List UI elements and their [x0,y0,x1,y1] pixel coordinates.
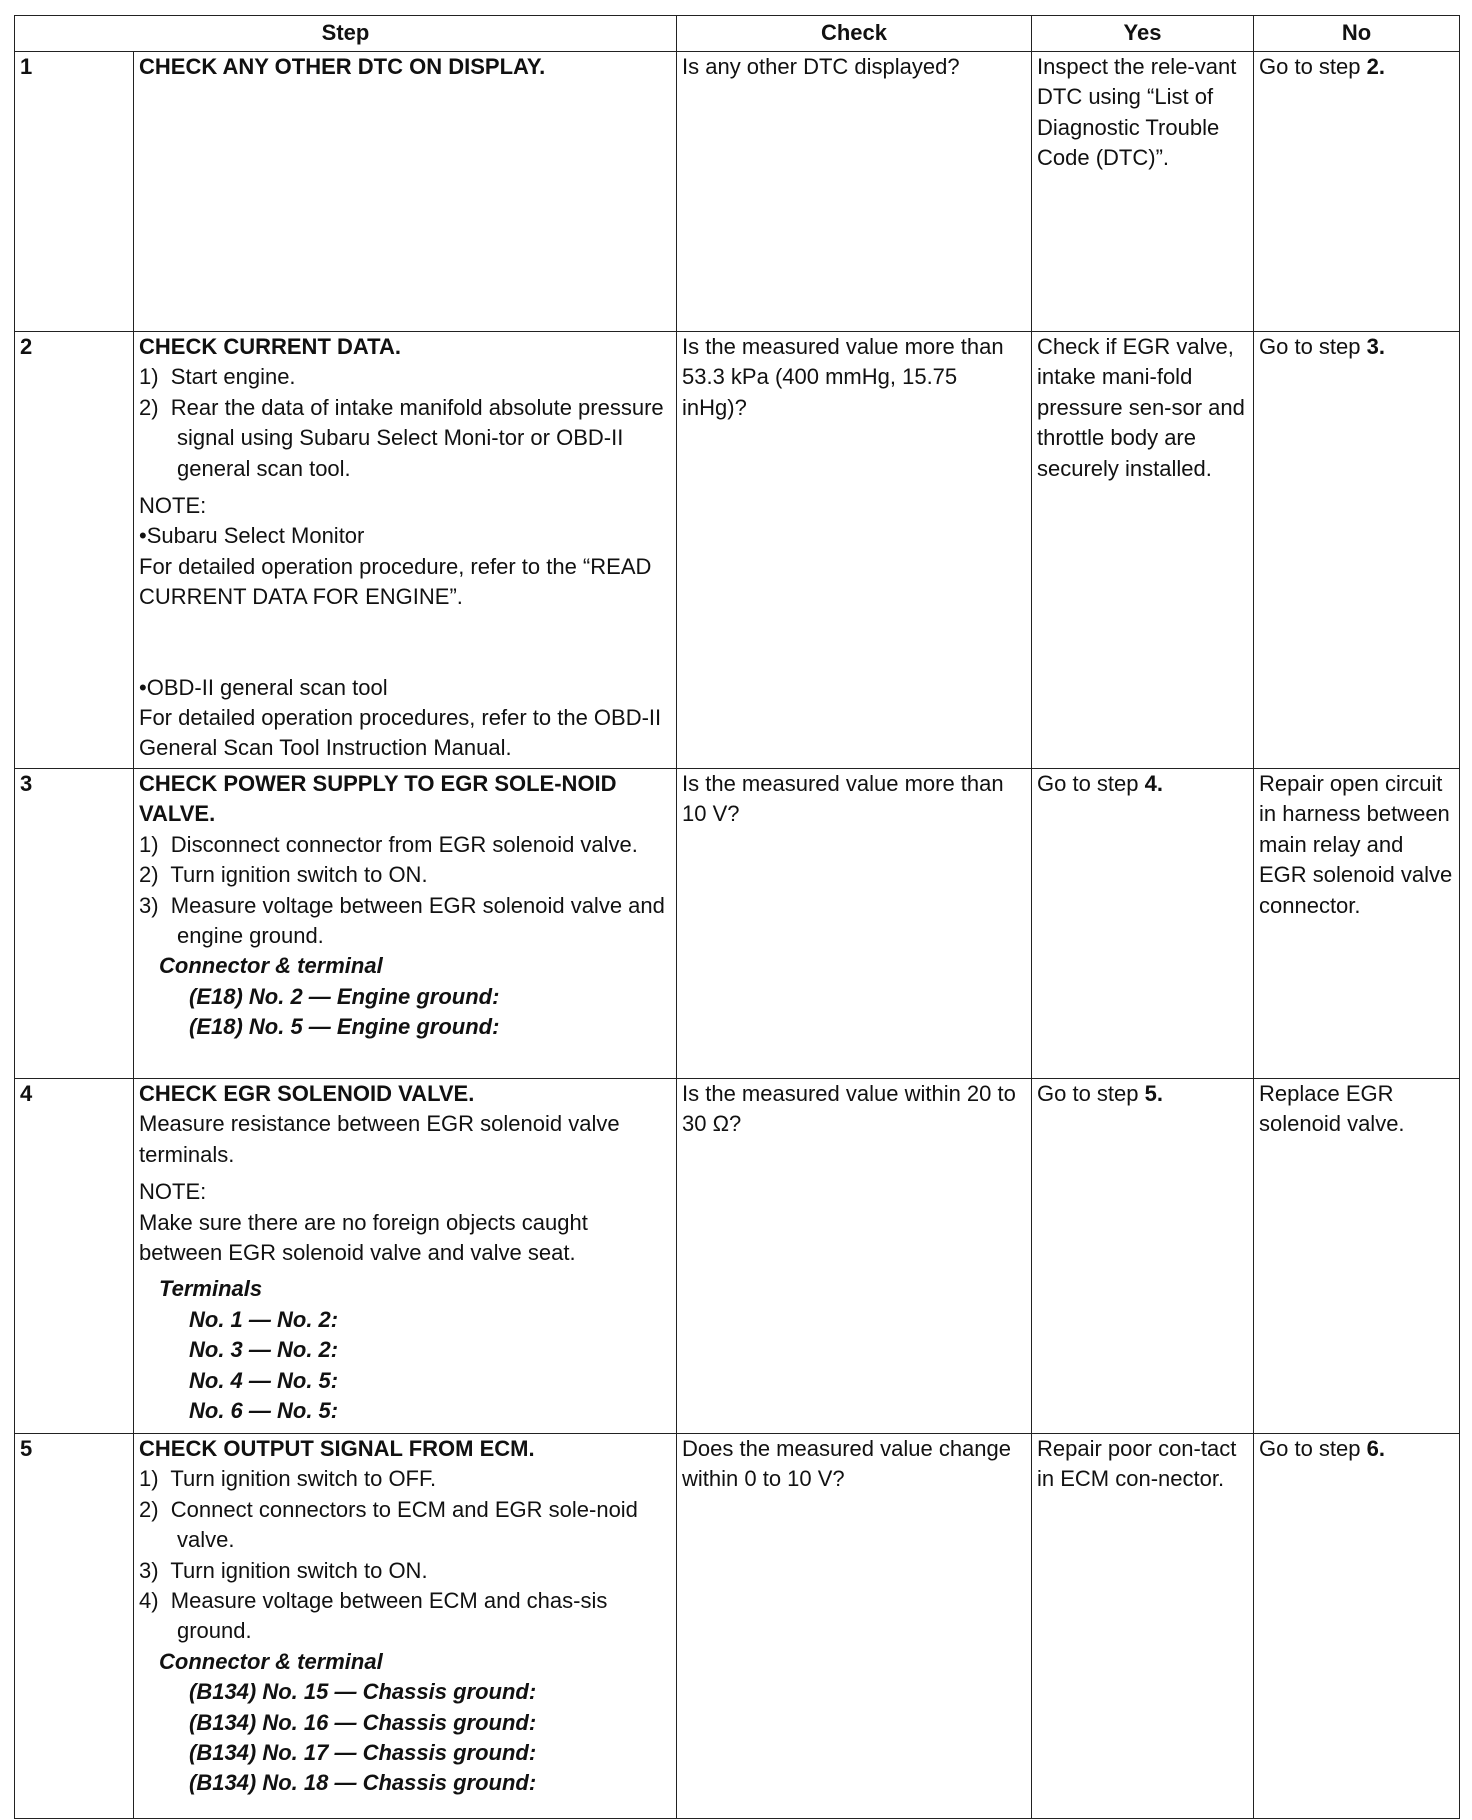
note-text: For detailed operation procedure, refer to the “READ CURRENT DATA FOR ENGINE”. [139,553,652,610]
step-number: 2 [15,332,134,769]
list-item: 4) Measure voltage between ECM and chas-sis ground. [139,1587,608,1644]
step-content [134,52,677,332]
no-cell: Repair open circuit in harness between main relay and EGR solenoid valve connector. [1254,768,1460,1078]
step-title: CHECK EGR SOLENOID VALVE. [139,1080,475,1106]
header-yes: Yes [1032,16,1254,52]
check-cell: Is the measured value more than 53.3 kPa (400 mmHg, 15.75 inHg)? [677,332,1032,769]
spec-line: (E18) No. 5 — Engine ground: [189,1014,500,1040]
spec-line: No. 1 — No. 2: [189,1306,339,1332]
step-number: 1 [15,52,134,332]
check-cell: Is the measured value more than 10 V? [677,768,1032,1078]
spec-label: Terminals [159,1276,263,1302]
note-label: NOTE: [139,493,207,519]
list-item: 1) Start engine. [139,364,296,390]
check-cell: Is any other DTC displayed? [677,52,1032,332]
spec-line: (B134) No. 18 — Chassis ground: [189,1770,537,1796]
no-cell [1254,1433,1460,1818]
step-number: 4 [15,1078,134,1433]
no-prefix: Go to step [1259,54,1367,79]
spec-line: (E18) No. 2 — Engine ground: [189,983,500,1009]
yes-prefix: Go to step [1037,770,1145,796]
step-number: 5 [15,1433,134,1818]
check-cell: Is the measured value within 20 to 30 Ω? [677,1078,1032,1433]
yes-cell: Repair poor con-tact in ECM con-nector. [1032,1433,1254,1818]
table-row [15,1078,1460,1433]
step-content [134,1078,677,1433]
list-item: 1) Turn ignition switch to OFF. [139,1466,437,1492]
no-cell [1254,52,1460,332]
list-item: 1) Disconnect connector from EGR solenoid valve. [139,831,638,857]
step-list [139,830,672,952]
spec-label: Connector & terminal [159,953,383,979]
header-step: Step [15,16,677,52]
list-item: 3) Turn ignition switch to ON. [139,1557,428,1583]
step-content [134,768,677,1078]
step-content [134,332,677,769]
header-no: No [1254,16,1460,52]
check-cell: Does the measured value change within 0 to 10 V? [677,1433,1032,1818]
step-content [134,1433,677,1818]
step-title: CHECK OUTPUT SIGNAL FROM ECM. [139,1435,535,1461]
yes-cell: Inspect the rele-vant DTC using “List of Diagnostic Trouble Code (DTC)”. [1032,52,1254,332]
yes-step: 4. [1144,770,1163,796]
spec-line: No. 6 — No. 5: [189,1397,339,1423]
step-title: CHECK CURRENT DATA. [139,334,401,359]
list-item: 2) Connect connectors to ECM and EGR sole-noid valve. [139,1496,638,1553]
no-cell: Replace EGR solenoid valve. [1254,1078,1460,1433]
diagnostic-table [14,15,1460,1819]
table-row [15,52,1460,332]
list-item: 2) Turn ignition switch to ON. [139,862,428,888]
no-prefix: Go to step [1259,1435,1367,1461]
step-number: 3 [15,768,134,1078]
no-prefix: Go to step [1259,334,1367,359]
no-step: 3. [1366,334,1385,359]
step-intro: Measure resistance between EGR solenoid valve terminals. [139,1111,620,1167]
spec-line: No. 4 — No. 5: [189,1367,339,1393]
note-subtitle: •Subaru Select Monitor [139,523,365,549]
header-check: Check [677,16,1032,52]
no-cell [1254,332,1460,769]
yes-step: 5. [1144,1080,1163,1106]
spec-line: (B134) No. 17 — Chassis ground: [189,1739,537,1765]
list-item: 3) Measure voltage between EGR solenoid valve and engine ground. [139,892,665,948]
note-text: For detailed operation procedures, refer to the OBD-II General Scan Tool Instruction Manual. [139,705,662,761]
header-row [15,16,1460,52]
no-step: 6. [1366,1435,1385,1461]
yes-cell [1032,768,1254,1078]
no-step: 2. [1366,54,1385,79]
spec-line: No. 3 — No. 2: [189,1337,339,1363]
list-item: 2) Rear the data of intake manifold absolute pressure signal using Subaru Select Moni-tor or OBD-II general scan tool. [139,394,664,481]
note-subtitle: •OBD-II general scan tool [139,674,388,700]
yes-cell: Check if EGR valve, intake mani-fold pressure sen-sor and throttle body are securely installed. [1032,332,1254,769]
spec-label: Connector & terminal [159,1648,383,1674]
yes-cell [1032,1078,1254,1433]
note-label: NOTE: [139,1179,207,1205]
step-list [139,1464,672,1646]
table-row [15,332,1460,769]
note-text: Make sure there are no foreign objects caught between EGR solenoid valve and valve seat. [139,1209,588,1265]
step-list [139,362,672,484]
spec-line: (B134) No. 16 — Chassis ground: [189,1709,537,1735]
table-row [15,768,1460,1078]
table-row [15,1433,1460,1818]
spec-line: (B134) No. 15 — Chassis ground: [189,1679,537,1705]
yes-prefix: Go to step [1037,1080,1145,1106]
step-title: CHECK POWER SUPPLY TO EGR SOLE-NOID VALVE. [139,770,617,827]
step-title: CHECK ANY OTHER DTC ON DISPLAY. [139,54,546,79]
